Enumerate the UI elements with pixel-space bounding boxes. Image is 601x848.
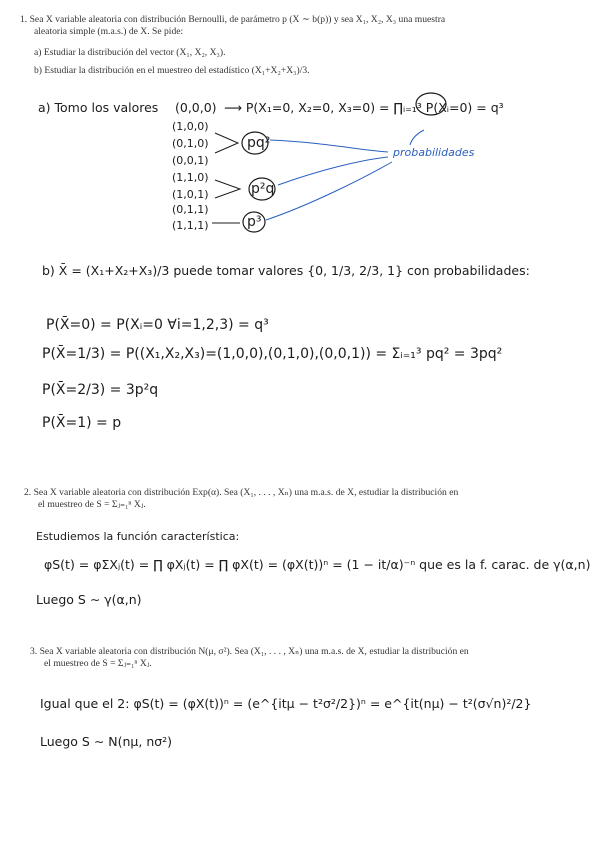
answer-b-line2: P(X̄=0) = P(Xᵢ=0 ∀i=1,2,3) = q³ [46,317,269,333]
answer-a-first-result: ⟶ P(X₁=0, X₂=0, X₃=0) = ∏ᵢ₌₁³ P(Xᵢ=0) = q³ [224,100,504,115]
problem1-part-a: a) Estudiar la distribución del vector (X₁, X₂, X₃). [34,47,226,58]
problem2-answer-line3: Luego S ∼ γ(α,n) [36,592,142,607]
answer-b-line1: b) X̄ = (X₁+X₂+X₃)/3 puede tomar valores {0, 1/3, 2/3, 1} con probabilidades: [42,263,530,278]
tuple-1-0-0: (1,0,0) [172,120,209,133]
answer-a-intro: a) Tomo los valores [38,100,159,115]
blue-line-2 [278,157,388,185]
tuple-0-0-1: (0,0,1) [172,154,209,167]
problem3-answer-line1: Igual que el 2: φS(t) = (φX(t))ⁿ = (e^{itμ − t²σ²/2})ⁿ = e^{it(nμ) − t²(σ√n)²/2} [40,696,532,711]
problem3-answer-line2: Luego S ∼ N(nμ, nσ²) [40,734,173,749]
prob-p3: p³ [247,214,262,230]
circle-p2q [249,178,275,200]
prob-pq2: pq² [247,135,271,151]
blue-line-4 [410,130,424,145]
prob-p2q: p²q [251,181,275,197]
tuple-1-1-1: (1,1,1) [172,219,209,232]
answer-b-line4: P(X̄=2/3) = 3p²q [42,382,159,398]
tuple-0-1-0: (0,1,0) [172,137,209,150]
tuple-1-0-1: (1,0,1) [172,188,209,201]
problem2-statement-line1: 2. Sea X variable aleatoria con distribución Exp(α). Sea (X₁, . . . , Xₙ) una m.a.s. de X, estudiar la distribución en [24,487,459,498]
circle-p3 [243,212,265,232]
answer-b-line3: P(X̄=1/3) = P((X₁,X₂,X₃)=(1,0,0),(0,1,0),(0,0,1)) = Σᵢ₌₁³ pq² = 3pq² [42,346,503,362]
answer-a-first-tuple: (0,0,0) [175,100,217,115]
arrow-brace-2 [215,180,240,198]
problem2-statement-line2: el muestreo de S = Σⱼ₌₁ⁿ Xⱼ. [38,499,146,510]
arrow-brace-1 [215,133,238,153]
probabilidades-label: probabilidades [393,146,475,159]
answer-b-line5: P(X̄=1) = p [42,415,122,431]
problem3-statement-line1: 3. Sea X variable aleatoria con distribución N(μ, σ²). Sea (X₁, . . . , Xₙ) una m.a.s. de X, estudiar la distribución en [30,646,469,657]
problem3-statement-line2: el muestreo de S = Σⱼ₌₁ⁿ Xⱼ. [44,658,152,669]
problem1-part-b: b) Estudiar la distribución en el muestreo del estadístico (X₁+X₂+X₃)/3. [34,65,310,76]
blue-line-3 [266,162,392,220]
circle-q3 [416,93,446,115]
problem2-answer-line2: φS(t) = φΣXⱼ(t) = ∏ φXⱼ(t) = ∏ φX(t) = (φX(t))ⁿ = (1 − it/α)⁻ⁿ que es la f. carac. de γ(α,n) [44,557,591,572]
blue-line-1 [270,140,388,152]
tuple-0-1-1: (0,1,1) [172,203,209,216]
problem1-statement-line2: aleatoria simple (m.a.s.) de X. Se pide: [34,26,184,37]
problem1-statement-line1: 1. Sea X variable aleatoria con distribución Bernoulli, de parámetro p (X ∼ b(p)) y sea X₁, X₂, X₃ una muestra [20,14,446,25]
problem2-answer-line1: Estudiemos la función característica: [36,530,240,543]
circle-pq2 [242,132,271,154]
tuple-1-1-0: (1,1,0) [172,171,209,184]
